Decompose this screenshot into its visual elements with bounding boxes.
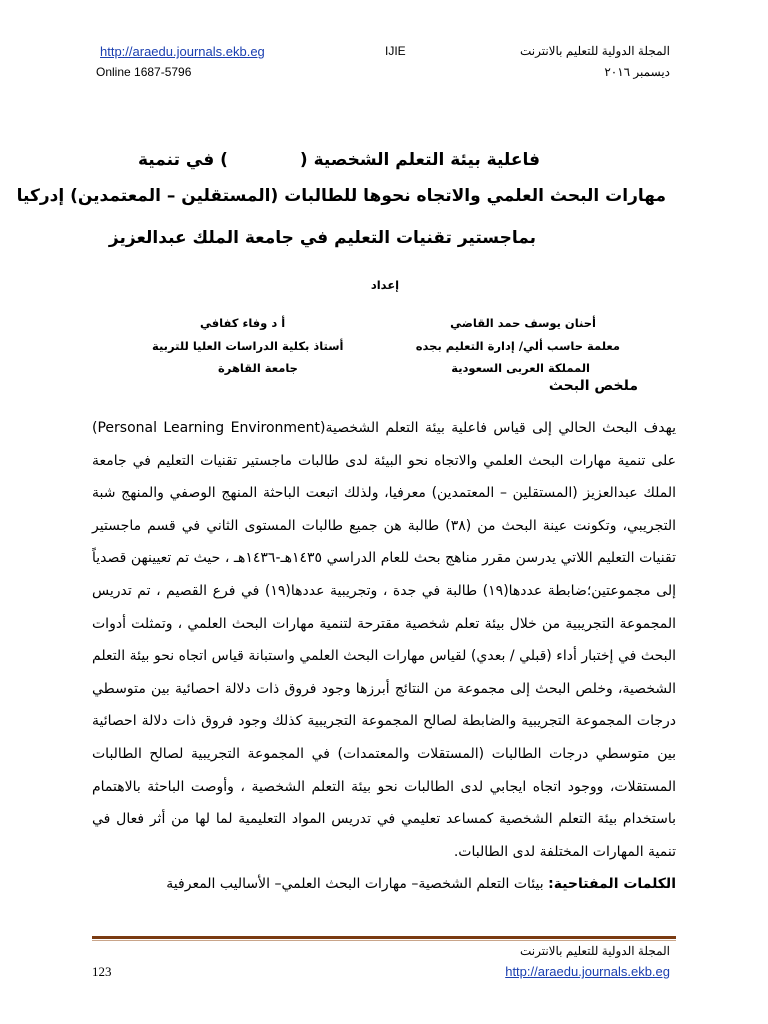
header-issn: Online 1687-5796 xyxy=(96,65,192,79)
title-line2: مهارات البحث العلمي والاتجاه نحوها للطالبات (المستقلين – المعتمدين) إدركيا xyxy=(16,186,666,206)
author1-name: أحنان يوسف حمد القاضي xyxy=(450,316,596,330)
footer-url-link[interactable]: http://araedu.journals.ekb.eg xyxy=(505,964,670,979)
author1-affiliation: المملكة العربى السعودية xyxy=(451,361,590,375)
footer-rule-thin xyxy=(92,940,676,941)
footer-rule xyxy=(92,936,676,939)
author2-role: أستاذ بكلية الدراسات العليا للتربية xyxy=(152,339,344,353)
abstract-text: يهدف البحث الحالي إلى قياس فاعلية بيئة التعلم الشخصية(Personal Learning Environment) على تنمية مهارات البحث العلمي والاتجاه نحو البيئة لدى طالبات ماجستير تقنيات التعليم في جامعة الملك عبدالعزيز (المستقلين – المعتمدين) معرفيا، ولذلك اتبعت الباحثة المنهج الوصفي والمنهج شبة التجريبي، وتكونت عينة البحث من (٣٨) طالبة هن جميع طالبات المستوى الثاني في قسم ماجستير تقنيات التعليم اللاتي يدرسن مقرر مناهج بحث للعام الدراسي ١٤٣٥هـ-١٤٣٦هـ ، حيث تم تعيينهن قصدياً إلى مجموعتين؛ضابطة عددها(١٩) طالبة في جدة ، وتجريبية عددها(١٩) في فرع القصيم ، تم تدريس المجموعة التجريبية من خلال بيئة تعلم شخصية مقترحة لتنمية مهارات البحث العلمي ، وتمثلت أدوات البحث في إختبار أداء (قبلي / بعدي) لقياس مهارات البحث العلمي واستبانة قياس اتجاه نحو بيئة التعلم الشخصية، وخلص البحث إلى مجموعة من النتائج أبرزها وجود فروق ذات دلالة احصائية بين متوسطي درجات المجموعة التجريبية والضابطة لصالح المجموعة التجريبية كذلك وجود فروق ذات دلالة احصائية بين متوسطي درجات الطالبات (المستقلات والمعتمدات) في المجموعة التجريبية لصالح الطالبات المستقلات، ووجود اتجاه ايجابي لدى الطالبات نحو بيئة التعلم الشخصية ، وأوصت الباحثة بالاهتمام باستخدام بيئة التعلم الشخصية كمساعد تعليمي في تدريس المواد التعليمية لما لها من أثر فعال في تنمية المهارات المختلفة لدى الطالبات. xyxy=(92,420,676,860)
header-url-link[interactable]: http://araedu.journals.ekb.eg xyxy=(100,44,265,59)
author2-name: أ د وفاء كفافي xyxy=(200,316,286,330)
prepared-by: إعداد xyxy=(370,278,400,292)
author1-role: معلمة حاسب ألي/ إدارة التعليم بجده xyxy=(415,339,620,353)
header-journal-abbr: IJIE xyxy=(385,44,406,58)
header-date: ديسمبر ٢٠١٦ xyxy=(604,65,670,79)
abstract-heading: ملخص البحث xyxy=(548,378,638,394)
title-line3: بماجستير تقنيات التعليم في جامعة الملك عبدالعزيز xyxy=(108,228,536,248)
author2-affiliation: جامعة القاهرة xyxy=(218,361,298,375)
page-number: 123 xyxy=(92,964,112,979)
keywords-label: الكلمات المفتاحية: xyxy=(548,876,676,893)
title-line1-right: فاعلية بيئة التعلم الشخصية ( xyxy=(299,150,540,170)
keywords-text: بيئات التعلم الشخصية– مهارات البحث العلمي– الأساليب المعرفية xyxy=(166,876,549,893)
abstract-body xyxy=(92,412,676,901)
keywords-line xyxy=(92,868,676,901)
header-journal-name: المجلة الدولية للتعليم بالانترنت xyxy=(519,44,670,58)
title-line1-left: ) في تنمية xyxy=(138,150,228,170)
footer-journal-name: المجلة الدولية للتعليم بالانترنت xyxy=(519,944,670,958)
